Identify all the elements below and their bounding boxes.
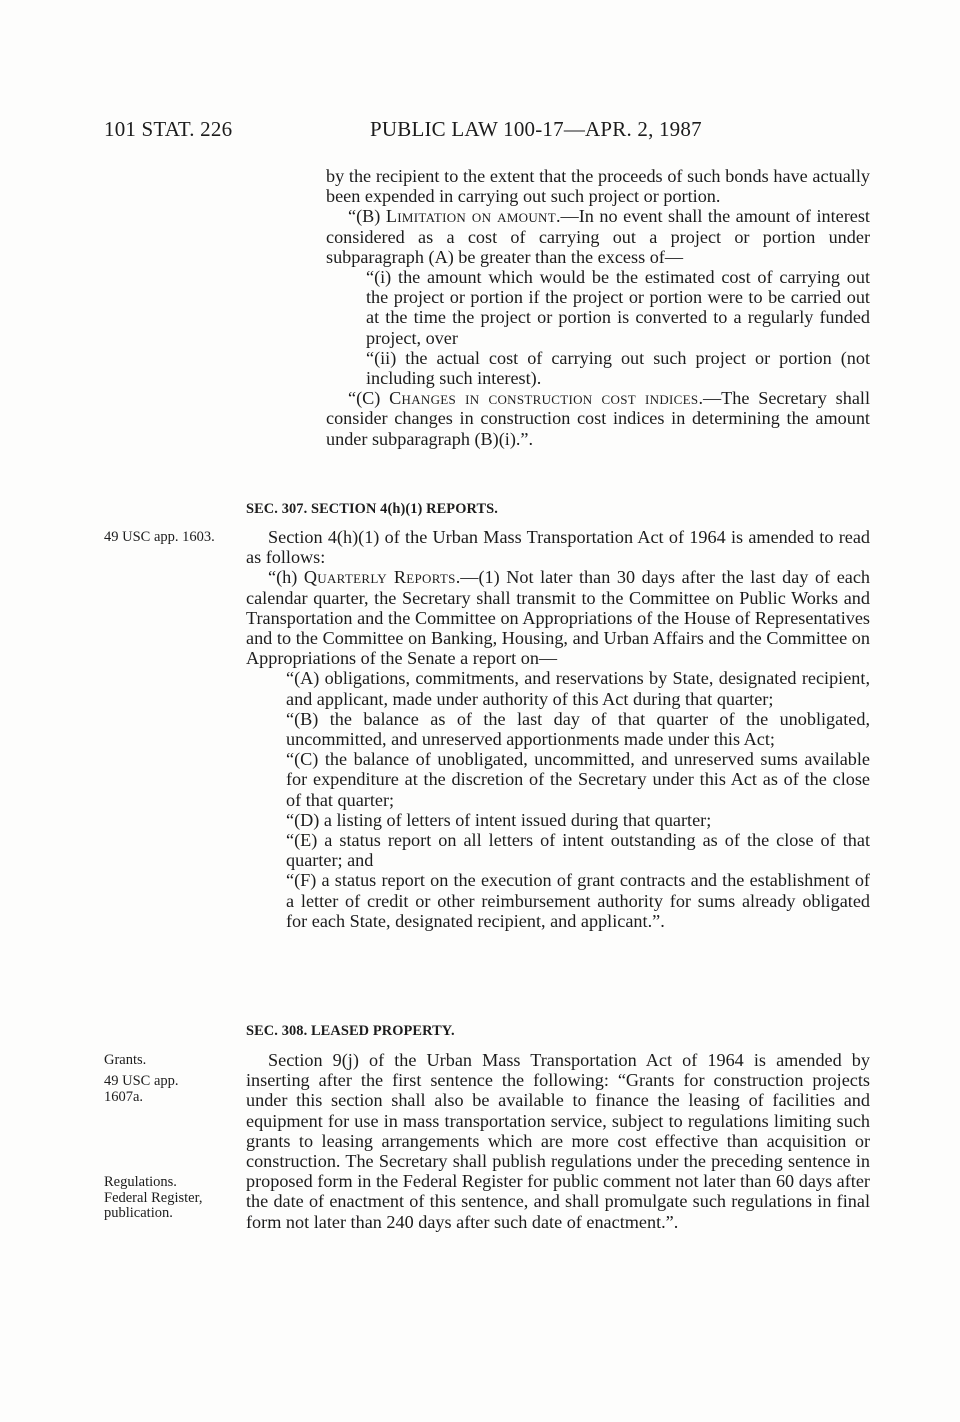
quarterly-reports-label: “(h) <box>268 567 304 588</box>
report-item-d: “(D) a listing of letters of intent issued during that quarter; <box>286 809 712 830</box>
subparagraph-b-heading: Limitation on amount <box>385 206 556 227</box>
sec-308-margin-note-regulations: Regulations. Federal Register, publication. <box>104 1174 203 1221</box>
subparagraph-c-text: .—The Secretary shall consider changes in construction cost indices in determining the amount under subparagraph (B)(i).”. <box>326 388 870 449</box>
stat-page-number: 101 STAT. 226 <box>104 117 233 141</box>
sec-307-margin-note: 49 USC app. 1603. <box>104 529 215 545</box>
report-item-c: “(C) the balance of unobligated, uncommitted, and unreserved sums available for expenditure at the discretion of the Secretary under this Act as of the close of that quarter; <box>286 749 870 810</box>
sec-308-margin-note-usc: 49 USC app. 1607a. <box>104 1073 179 1105</box>
subparagraph-b <box>326 206 870 267</box>
sec-308-margin-note-grants: Grants. <box>104 1052 147 1068</box>
subparagraph-c <box>326 388 870 449</box>
clause-ii: “(ii) the actual cost of carrying out such project or portion (not including such interest). <box>366 347 870 389</box>
subparagraph-b-text: .—In no event shall the amount of interest considered as a cost of carrying out a project or portion under subparagraph (A) be greater than the excess of— <box>326 206 870 267</box>
subparagraph-c-label: “(C) <box>348 388 390 409</box>
continuation-block <box>246 166 870 449</box>
report-item-f: “(F) a status report on the execution of grant contracts and the establishment of a letter of credit or other reimbursement authority for sums already obligated for each State, designated recipient, and applicant.”. <box>286 870 870 931</box>
clause-i: “(i) the amount which would be the estimated cost of carrying out the project or portion if the project or portion were to be carried out at the time the project or portion is converted to a regularly funded project, over <box>366 267 870 348</box>
report-item-e: “(E) a status report on all letters of intent outstanding as of the close of that quarter; and <box>286 830 870 871</box>
subparagraph-c-heading: Changes in construction cost indices <box>389 388 699 409</box>
sec-307-body <box>246 527 870 931</box>
page-header <box>104 117 864 147</box>
subparagraph-b-label: “(B) <box>348 206 386 227</box>
sec-307-intro: Section 4(h)(1) of the Urban Mass Transportation Act of 1964 is amended to read as follows: <box>246 527 870 568</box>
quarterly-reports-heading: Quarterly Reports <box>303 567 456 588</box>
sec-308-body <box>246 1050 870 1232</box>
continuation-paragraph: by the recipient to the extent that the proceeds of such bonds have actually been expended in carrying out such project or portion. <box>326 166 870 207</box>
sec-307-heading: SEC. 307. SECTION 4(h)(1) REPORTS. <box>246 501 498 517</box>
quarterly-reports-text: .—(1) Not later than 30 days after the last day of each calendar quarter, the Secretary shall transmit to the Committee on Public Works and Transportation and the Committee on Appropriations of the House of Representatives and to the Committee on Banking, Housing, and Urban Affairs and the Committee on Appropriations of the Senate a report on— <box>246 567 871 669</box>
sec-308-heading: SEC. 308. LEASED PROPERTY. <box>246 1023 455 1039</box>
quarterly-reports-paragraph <box>246 567 870 668</box>
sec-308-text: Section 9(j) of the Urban Mass Transportation Act of 1964 is amended by inserting after the first sentence the following: “Grants for construction projects under this section shall also be available to finance the leasing of facilities and equipment for use in mass transportation service, subject to regulations limiting such grants to leasing arrangements which are more cost effective than acquisition or construction. The Secretary shall publish regulations under the preceding sentence in proposed form in the Federal Register for public comment not later than 60 days after the date of enactment of this sentence, and shall promulgate such regulations in final form not later than 240 days after such date of enactment.”. <box>246 1050 870 1232</box>
report-item-b: “(B) the balance as of the last day of that quarter of the unobligated, uncommitted, and unreserved apportionments made under this Act; <box>286 708 870 750</box>
report-item-a: “(A) obligations, commitments, and reservations by State, designated recipient, and applicant, made under authority of this Act during that quarter; <box>286 668 870 709</box>
running-title: PUBLIC LAW 100-17—APR. 2, 1987 <box>370 117 702 141</box>
